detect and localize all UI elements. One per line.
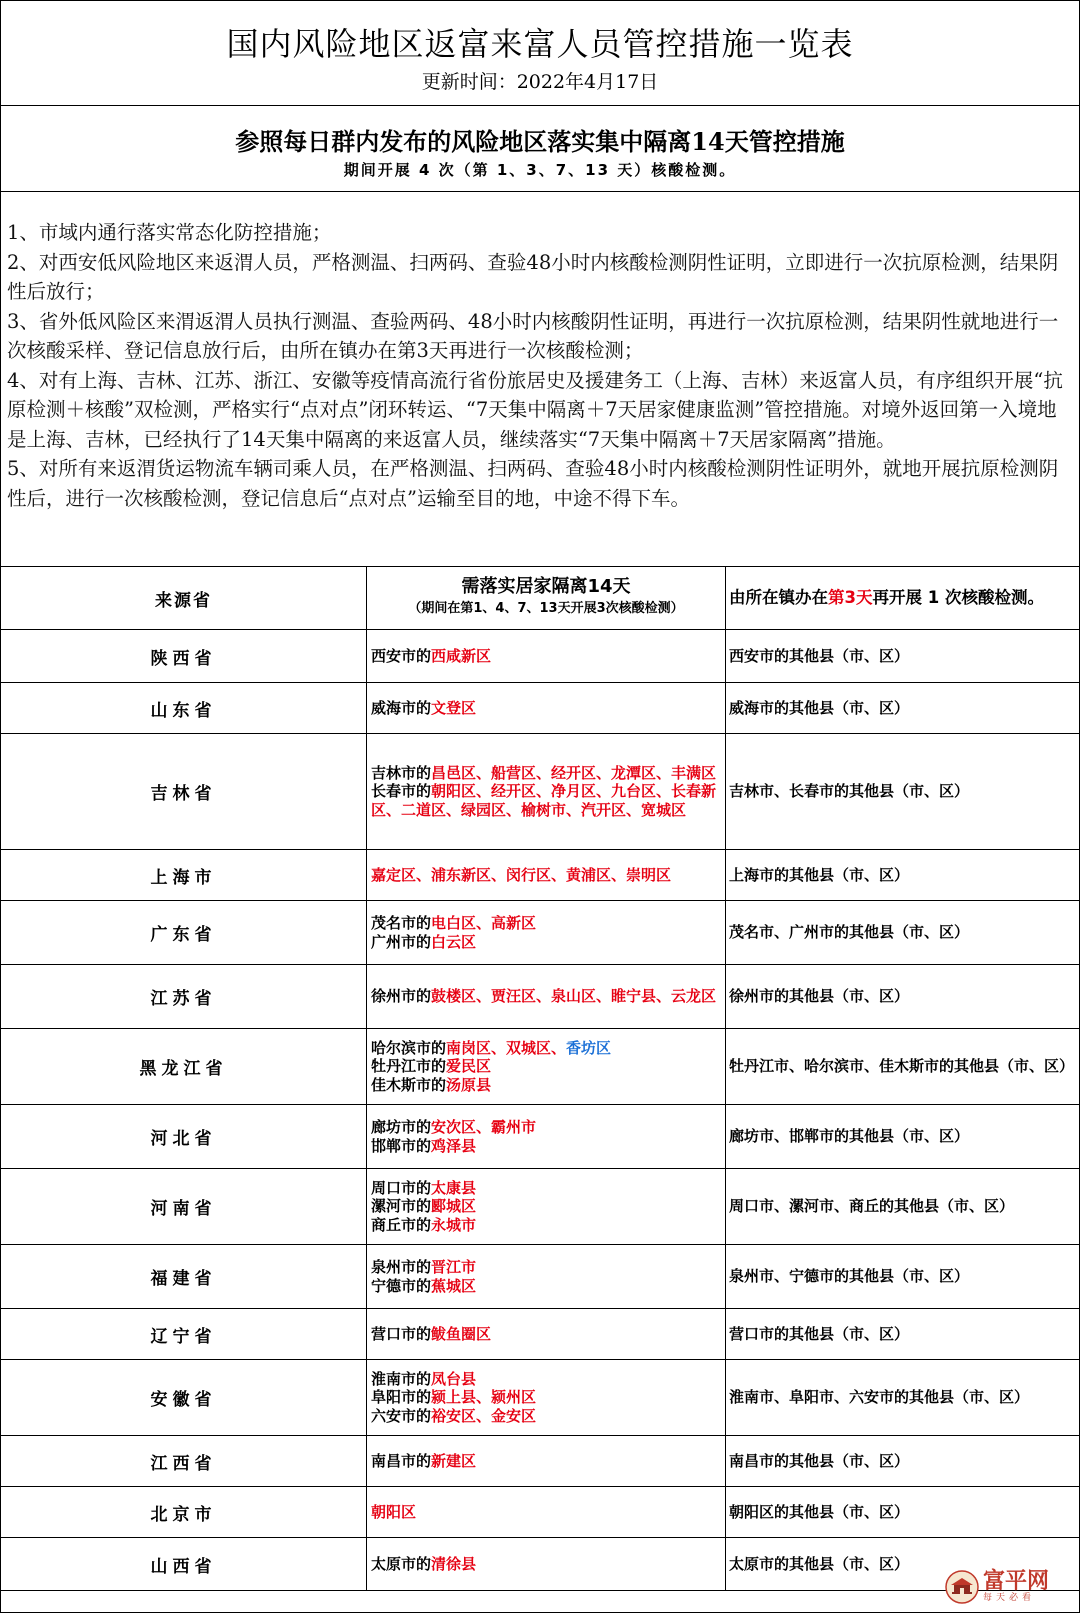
town-test-cell: 西安市的其他县（市、区） — [729, 646, 910, 665]
table-row — [1, 1538, 1079, 1591]
home-isolation-cell — [367, 1360, 726, 1435]
area-line — [371, 1503, 416, 1522]
table-row — [1, 901, 1079, 965]
province-cell: 黑龙江省 — [1, 1029, 367, 1104]
table-row — [1, 1169, 1079, 1245]
province-cell: 吉林省 — [1, 734, 367, 849]
page-title: 国内风险地区返富来富人员管控措施一览表 — [226, 25, 854, 63]
area-line — [371, 782, 721, 819]
town-test-cell: 泉州市、宁德市的其他县（市、区） — [729, 1267, 970, 1285]
risk-area-text: 爱民区 — [446, 1057, 492, 1076]
city-text: 漯河市的 — [371, 1197, 432, 1216]
col-header-town-test — [726, 567, 1079, 629]
home-isolation-cell — [367, 1105, 726, 1168]
city-text: 淮南市的 — [371, 1369, 432, 1388]
home-isolation-cell — [367, 1487, 726, 1537]
city-text: 长春市的 — [371, 782, 432, 801]
province-cell: 山西省 — [1, 1538, 367, 1590]
city-text: 哈尔滨市的 — [371, 1038, 447, 1057]
risk-area-text: 白云区 — [431, 932, 477, 951]
area-line — [371, 1137, 536, 1156]
home-isolation-cell — [367, 683, 726, 733]
area-line — [371, 1216, 476, 1235]
area-line — [371, 1076, 611, 1095]
risk-area-text: 颍上县、颍州区 — [431, 1388, 537, 1407]
table-row — [1, 1436, 1079, 1487]
table-row — [1, 1360, 1079, 1436]
risk-area-text: 朝阳区、经开区、净月区、九台区、长春新区、二道区、绿园区、榆树市、汽开区、宽城区 — [371, 782, 717, 819]
area-line — [371, 1452, 476, 1471]
area-line — [371, 1277, 476, 1296]
col-header-town-test-post: 再开展 1 次核酸检测。 — [872, 588, 1044, 607]
city-text: 宁德市的 — [371, 1276, 432, 1295]
table-row — [1, 630, 1079, 683]
area-line — [371, 1370, 536, 1389]
risk-area-text: 嘉定区、浦东新区、闵行区、黄浦区、崇明区 — [371, 865, 672, 884]
risk-area-text: 西咸新区 — [431, 646, 492, 665]
city-text: 太原市的 — [371, 1554, 432, 1573]
area-line — [371, 1179, 476, 1198]
table-row — [1, 683, 1079, 734]
home-isolation-cell — [367, 1436, 726, 1486]
watermark-logo — [945, 1570, 1049, 1604]
city-text: 牡丹江市的 — [371, 1057, 447, 1076]
note-item: 4、对有上海、吉林、江苏、浙江、安徽等疫情高流行省份旅居史及援建务工（上海、吉林）来返富人员，有序组织开展“抗原检测＋核酸”双检测，严格实行“点对点”闭环转运、“7天集中隔离＋7天居家健康监测”管控措施。对境外返回第一入境地是上海、吉林，已经执行了14天集中隔离的来返富人员，继续落实“7天集中隔离＋7天居家隔离”措施。 — [7, 368, 1063, 451]
risk-area-text: 晋江市 — [431, 1258, 477, 1276]
province-cell: 安徽省 — [1, 1360, 367, 1435]
city-text: 泉州市的 — [371, 1258, 432, 1276]
city-text: 威海市的 — [371, 698, 432, 717]
town-test-cell: 周口市、漯河市、商丘的其他县（市、区） — [729, 1197, 1015, 1215]
risk-area-text: 文登区 — [431, 698, 477, 717]
risk-area-text: 太康县 — [431, 1178, 477, 1197]
table-row — [1, 1309, 1079, 1360]
province-cell: 陕西省 — [1, 630, 367, 682]
risk-area-text: 永城市 — [431, 1215, 477, 1234]
risk-area-text: 鼓楼区、贾汪区、泉山区、睢宁县、云龙区 — [431, 987, 717, 1006]
town-test-cell: 徐州市的其他县（市、区） — [729, 987, 910, 1005]
province-cell: 上海市 — [1, 850, 367, 900]
city-text: 周口市的 — [371, 1178, 432, 1197]
risk-area-text: 昌邑区、船营区、经开区、龙潭区、丰满区 — [431, 763, 717, 782]
city-text: 西安市的 — [371, 646, 432, 665]
area-line — [371, 933, 536, 952]
risk-area-text: 电白区、高新区 — [431, 914, 537, 932]
city-text: 茂名市的 — [371, 914, 432, 932]
table-row — [1, 1245, 1079, 1309]
risk-area-text: 香坊区 — [566, 1038, 612, 1057]
city-text: 阜阳市的 — [371, 1388, 432, 1407]
town-test-cell: 牡丹江市、哈尔滨市、佳木斯市的其他县（市、区） — [729, 1057, 1075, 1075]
area-line — [371, 1407, 536, 1426]
col-header-home-isolation — [367, 567, 726, 629]
province-cell: 江西省 — [1, 1436, 367, 1486]
note-item: 3、省外低风险区来渭返渭人员执行测温、查验两码、48小时内核酸阴性证明，再进行一次抗原检测，结果阴性就地进行一次核酸采样、登记信息放行后，由所在镇办在第3天再进行一次核酸检测； — [7, 309, 1059, 362]
area-line — [371, 1258, 476, 1277]
watermark-tagline: 每天必看 — [982, 1593, 1035, 1603]
province-cell: 福建省 — [1, 1245, 367, 1308]
area-line — [371, 914, 536, 933]
area-line — [371, 1555, 476, 1574]
town-test-cell: 南昌市的其他县（市、区） — [729, 1451, 910, 1470]
area-line — [371, 647, 491, 666]
risk-area-text: 南岗区、双城区、 — [446, 1038, 567, 1057]
risk-area-text: 凤台县 — [431, 1369, 477, 1388]
risk-area-text: 郾城区 — [431, 1197, 477, 1216]
col-header-town-test-pre: 由所在镇办在 — [729, 588, 828, 607]
risk-area-text: 清徐县 — [431, 1554, 477, 1573]
table-row — [1, 1105, 1079, 1169]
risk-area-text: 安次区、霸州市 — [431, 1118, 537, 1136]
home-isolation-cell — [367, 1245, 726, 1308]
subheader-title: 参照每日群内发布的风险地区落实集中隔离14天管控措施 — [235, 127, 845, 156]
town-test-cell: 上海市的其他县（市、区） — [729, 865, 910, 884]
home-isolation-cell — [367, 1029, 726, 1104]
table-header-row — [1, 567, 1079, 630]
risk-area-text: 裕安区、金安区 — [431, 1406, 537, 1425]
city-text: 六安市的 — [371, 1406, 432, 1425]
home-isolation-cell — [367, 1169, 726, 1244]
risk-area-text: 蕉城区 — [431, 1276, 477, 1295]
province-cell: 河南省 — [1, 1169, 367, 1244]
town-test-cell: 营口市的其他县（市、区） — [729, 1324, 910, 1343]
province-cell: 山东省 — [1, 683, 367, 733]
subheader — [1, 106, 1079, 192]
town-test-cell: 朝阳区的其他县（市、区） — [729, 1502, 910, 1521]
city-text: 营口市的 — [371, 1324, 432, 1343]
note-item: 5、对所有来返渭货运物流车辆司乘人员，在严格测温、扫两码、查验48小时内核酸检测阴性证明外，就地开展抗原检测阴性后，进行一次核酸检测，登记信息后“点对点”运输至目的地，中途不得下车。 — [7, 457, 1059, 510]
home-isolation-cell — [367, 965, 726, 1028]
city-text: 商丘市的 — [371, 1215, 432, 1234]
home-isolation-cell — [367, 734, 726, 849]
table-row — [1, 850, 1079, 901]
city-text: 广州市的 — [371, 932, 432, 951]
risk-area-text: 汤原县 — [446, 1075, 492, 1094]
home-isolation-cell — [367, 850, 726, 900]
city-text: 吉林市的 — [371, 763, 432, 782]
table-row — [1, 734, 1079, 850]
province-cell: 北京市 — [1, 1487, 367, 1537]
risk-area-text: 朝阳区 — [371, 1502, 417, 1521]
note-item: 1、市域内通行落实常态化防控措施； — [7, 221, 332, 244]
home-isolation-cell — [367, 901, 726, 964]
area-line — [371, 866, 671, 885]
area-line — [371, 1388, 536, 1407]
table-row — [1, 965, 1079, 1029]
home-isolation-cell — [367, 1538, 726, 1590]
town-test-cell: 威海市的其他县（市、区） — [729, 698, 910, 717]
update-time: 更新时间：2022年4月17日 — [421, 71, 659, 93]
col-header-home-isolation-note: （期间在第1、4、7、13天开展3次核酸检测） — [408, 601, 684, 616]
col-header-province: 来源省 — [1, 567, 367, 629]
col-header-home-isolation-title: 需落实居家隔离14天 — [461, 575, 631, 597]
header — [1, 1, 1079, 106]
town-test-cell: 吉林市、长春市的其他县（市、区） — [729, 782, 970, 800]
home-isolation-cell — [367, 630, 726, 682]
province-cell: 辽宁省 — [1, 1309, 367, 1359]
town-test-cell: 太原市的其他县（市、区） — [729, 1554, 910, 1573]
province-cell: 河北省 — [1, 1105, 367, 1168]
city-text: 徐州市的 — [371, 987, 432, 1006]
col-header-town-test-day: 第3天 — [828, 588, 873, 607]
note-item: 2、对西安低风险地区来返渭人员，严格测温、扫两码、查验48小时内核酸检测阴性证明，立即进行一次抗原检测，结果阴性后放行； — [7, 250, 1059, 303]
area-line — [371, 987, 716, 1006]
province-cell: 江苏省 — [1, 965, 367, 1028]
home-isolation-cell — [367, 1309, 726, 1359]
province-cell: 广东省 — [1, 901, 367, 964]
city-text: 邯郸市的 — [371, 1136, 432, 1155]
table-row — [1, 1029, 1079, 1105]
building-icon — [945, 1570, 979, 1604]
table-row — [1, 1487, 1079, 1538]
city-text: 佳木斯市的 — [371, 1075, 447, 1094]
area-line — [371, 1057, 611, 1076]
area-line — [371, 764, 721, 783]
risk-area-text: 鲅鱼圈区 — [431, 1324, 492, 1343]
town-test-cell: 廊坊市、邯郸市的其他县（市、区） — [729, 1127, 970, 1145]
area-line — [371, 1197, 476, 1216]
town-test-cell: 淮南市、阜阳市、六安市的其他县（市、区） — [729, 1388, 1030, 1406]
watermark-name: 富平网 — [982, 1569, 1049, 1594]
area-line — [371, 1039, 611, 1058]
city-text: 南昌市的 — [371, 1451, 432, 1470]
area-line — [371, 699, 476, 718]
subheader-note: 期间开展 4 次（第 1、3、7、13 天）核酸检测。 — [343, 161, 737, 179]
city-text: 廊坊市的 — [371, 1118, 432, 1136]
area-line — [371, 1118, 536, 1137]
risk-area-text: 新建区 — [431, 1451, 477, 1470]
risk-area-table — [1, 566, 1079, 1591]
town-test-cell: 茂名市、广州市的其他县（市、区） — [729, 923, 970, 941]
area-line — [371, 1325, 491, 1344]
measure-notes — [7, 218, 1073, 513]
risk-area-text: 鸡泽县 — [431, 1136, 477, 1155]
